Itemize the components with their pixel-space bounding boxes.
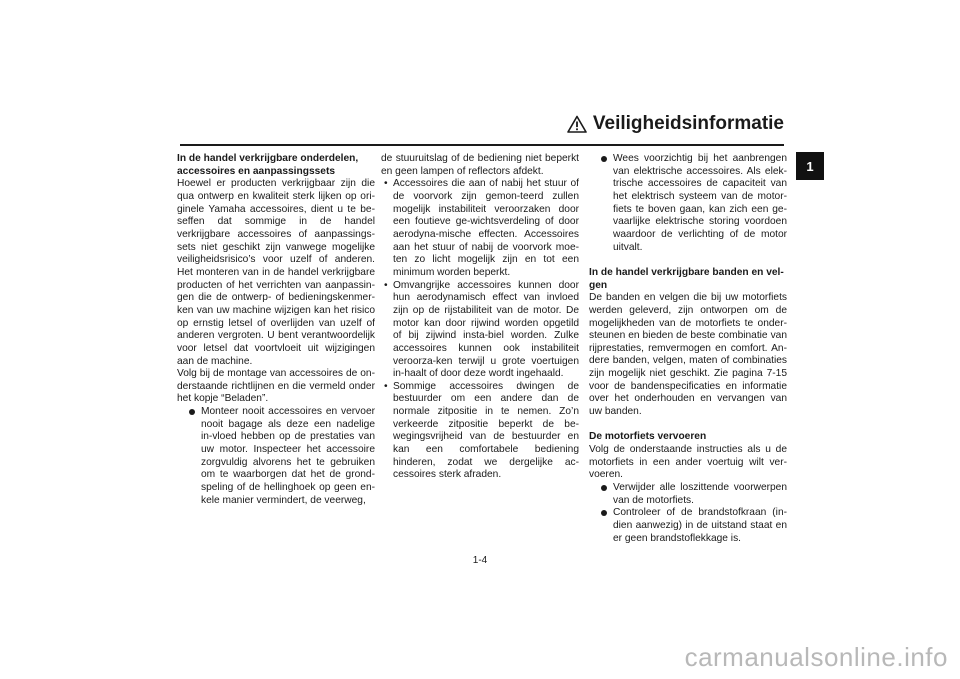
spacer xyxy=(589,419,787,432)
bullet-list-mounting xyxy=(177,406,375,507)
header-rule xyxy=(180,144,784,146)
paragraph-transport: Volg de onderstaande instructies als u de motorfiets in een ander voertuig wilt ver-voeren. xyxy=(589,444,787,481)
section-title-text: Veiligheidsinformatie xyxy=(592,113,784,134)
paragraph-continuation: de stuuruitslag of de bediening niet beperkt en geen lampen of reflectors afdekt. xyxy=(381,153,579,177)
column-2 xyxy=(381,153,579,482)
list-item: Controleer of de brandstofkraan (in-dien aanwezig) in de uitstand staat en er geen brandstoflekkage is. xyxy=(600,507,787,545)
list-item: • Omvangrijke accessoires kunnen door hun aerodynamisch effect van invloed zijn op de rijstabiliteit van de motor. De motor kan door rijwind worden opgetild of bij zijwind insta-biel worden. Zulke accessoires kunnen ook instabiliteit veroorza-ken terwijl u grote voertuigen in-haalt of door deze wordt ingehaald. xyxy=(381,280,579,381)
column-1 xyxy=(177,153,375,507)
watermark: carmanualsonline.info xyxy=(684,642,948,672)
list-item: • Accessoires die aan of nabij het stuur of de voorvork zijn gemon-teerd zullen mogelijk instabiliteit veroorzaken door een foutieve ge-wichtsverdeling of door aerodyna-mische effecten. Accessoires aan het stuur of nabij de voorvork moe-ten zo licht mogelijk zijn en tot een minimum worden beperkt. xyxy=(381,178,579,279)
list-item: Wees voorzichtig bij het aanbrengen van elektrische accessoires. Als elek-trische accessoires de capaciteit van het elektrisch systeem van de motor-fiets te boven gaan, kan zich een ge-vaarlijke elektrische storing voordoen waardoor de verlichting of de motor uitvalt. xyxy=(600,153,787,254)
paragraph-mounting-guidelines: Volg bij de montage van accessoires de on-derstaande richtlijnen en die vermeld onder het kopje “Beladen”. xyxy=(177,368,375,405)
warning-triangle-icon xyxy=(567,115,587,133)
paragraph-accessories-intro: Hoewel er producten verkrijgbaar zijn die qua ontwerp en kwaliteit sterk lijken op ori-ginele Yamaha accessoires, dient u te be-seffen dat sommige in de handel verkrijgbare accessoires of aanpassings-sets niet geschikt zijn vanwege mogelijke veiligheidsrisico’s voor uzelf of anderen. Het monteren van in de handel verkrijgbare producten of het verrichten van aanpassin-gen die de ontwerp- of bedieningskenmer-ken van uw machine wijzigen kan het risico op ernstig letsel of overlijden van uzelf of anderen vergroten. U bent verantwoordelijk voor letsel dat voortvloeit uit wijzigingen aan de machine. xyxy=(177,178,375,367)
bullet-list-accessory-effects xyxy=(381,178,579,482)
heading-tires-rims: In de handel verkrijgbare banden en vel-gen xyxy=(589,266,784,291)
bullet-list-electrical xyxy=(589,153,787,254)
page-header xyxy=(180,112,784,146)
list-item: Verwijder alle loszittende voorwerpen van de motorfiets. xyxy=(600,482,787,507)
heading-accessories: In de handel verkrijgbare onderdelen, accessoires en aanpassingssets xyxy=(177,153,359,177)
heading-transport: De motorfiets vervoeren xyxy=(589,431,707,443)
paragraph-tires-rims: De banden en velgen die bij uw motorfiets werden geleverd, zijn ontworpen om de mogelijkheden van de motorfiets te onder-steunen en bieden de beste combinatie van rijprestaties, remvermogen en comfort. An-dere banden, velgen, maten of combinaties zijn mogelijk niet geschikt. Zie pagina 7-15 voor de bandenspecificaties en informatie over het onderhouden en vervangen van uw banden. xyxy=(589,292,787,418)
spacer xyxy=(589,254,787,267)
column-3 xyxy=(589,153,787,545)
section-title xyxy=(567,112,784,136)
bullet-list-transport xyxy=(589,482,787,545)
chapter-tab: 1 xyxy=(796,152,824,180)
page-number: 1-4 xyxy=(472,555,488,566)
list-item: Monteer nooit accessoires en vervoer nooit bagage als deze een nadelige in-vloed hebben op de prestaties van uw motor. Inspecteer het accessoire zorgvuldig alvorens het te gebruiken om te waarborgen dat het de grond-speling of de hellinghoek op geen en-kele manier vermindert, de veerweg, xyxy=(188,406,375,507)
list-item: • Sommige accessoires dwingen de bestuurder om een andere dan de normale zitpositie in te nemen. Zo’n verkeerde zitpositie beperkt de be-wegingsvrijheid van de bestuurder en kan een comfortabele bediening hinderen, zodat we dergelijke ac-cessoires sterk afraden. xyxy=(381,381,579,482)
